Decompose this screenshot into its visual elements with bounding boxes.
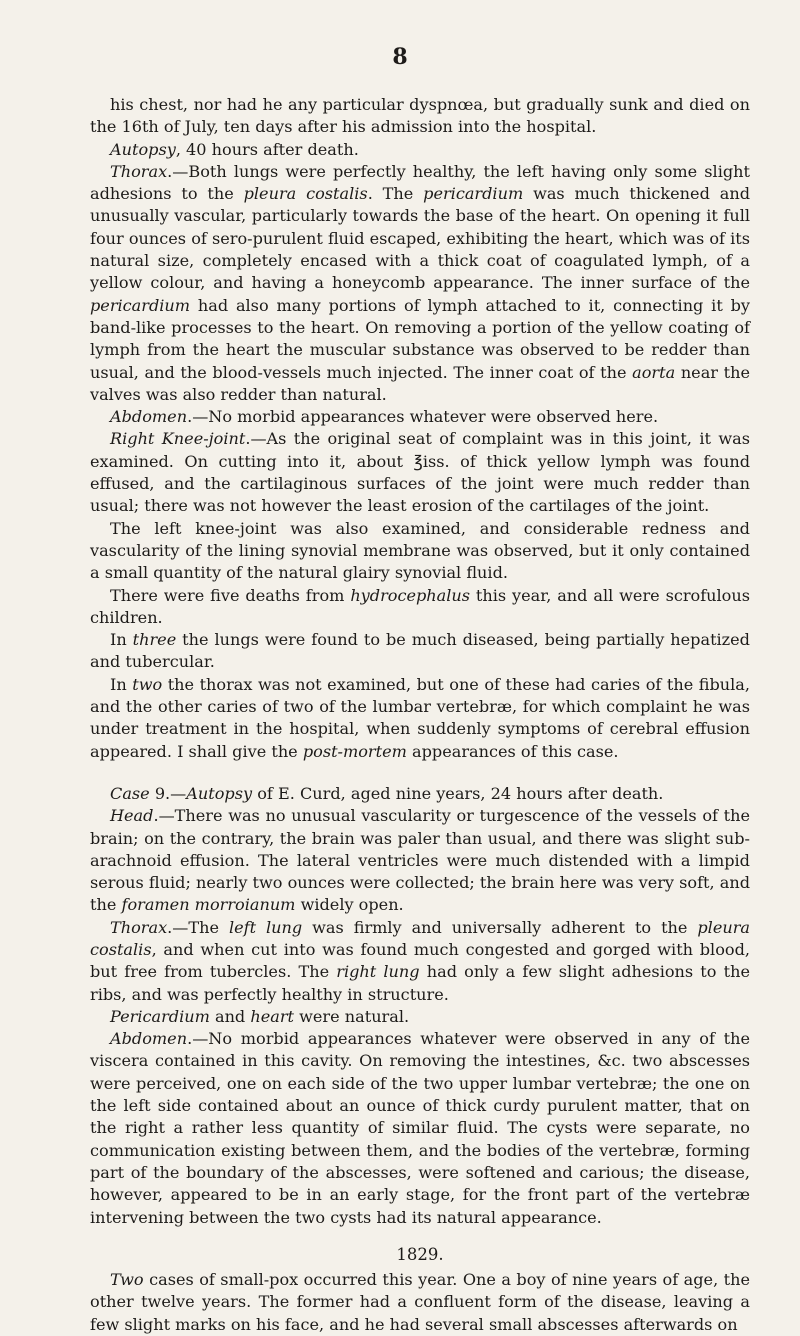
text-run: In xyxy=(110,630,133,650)
italic-run: Head xyxy=(110,806,154,826)
text-run: near the valves was also redder than natural. xyxy=(90,362,750,404)
text-run: appearances of this case. xyxy=(406,741,619,761)
italic-run: pleura costalis xyxy=(243,184,368,204)
text-run: had only a few slight adhesions to the ribs, and was perfectly healthy in structure. xyxy=(90,962,750,1004)
italic-run: pericardium xyxy=(423,184,524,204)
italic-run: left lung xyxy=(228,917,303,937)
paragraph xyxy=(90,1028,750,1229)
text-run: In xyxy=(110,674,133,694)
text-run: this year, and all were scrofulous children. xyxy=(90,585,751,627)
text-run: the lungs were found to be much diseased, being partially hepatized and tubercular. xyxy=(90,630,750,672)
italic-run: two xyxy=(132,674,163,694)
italic-run: Abdomen xyxy=(110,407,188,427)
text-run: the thorax was not examined, but one of these had caries of the fibula, and the other caries of two of the lumbar vertebræ, for which complaint he was under treatment in the hospital, when suddenly symptoms of cerebral effusion appeared. I shall give the xyxy=(90,674,750,761)
paragraph xyxy=(90,585,750,630)
body-text xyxy=(90,94,750,1336)
text-run: .—No morbid appearances whatever were observed here. xyxy=(187,407,659,427)
text-run: and xyxy=(209,1006,251,1026)
italic-run: Thorax xyxy=(110,161,168,181)
italic-run: aorta xyxy=(632,362,676,382)
italic-run: pleura costalis xyxy=(90,917,751,959)
text-run: .—There was no unusual vascularity or turgescence of the vessels of the brain; on the contrary, the brain was paler than usual, and there was slight sub-arachnoid effusion. The lateral ventricles were much distended with a limpid serous fluid; nearly two ounces were collected; the brain here was very soft, and the xyxy=(90,806,750,915)
page-number: 8 xyxy=(392,44,408,70)
text-run: The left knee-joint was also examined, and considerable redness and vascularity of the lining synovial membrane was observed, but it only contained a small quantity of the natural glairy synovial fluid. xyxy=(90,518,750,583)
paragraph xyxy=(90,518,750,585)
paragraph xyxy=(90,1006,750,1028)
paragraph xyxy=(90,94,750,139)
text-run: .—The xyxy=(167,917,229,937)
italic-run: Thorax xyxy=(110,917,168,937)
paragraph xyxy=(90,805,750,916)
italic-run: foramen morroianum xyxy=(121,895,296,915)
italic-run: Right Knee-joint xyxy=(110,429,246,449)
text-run: 1829. xyxy=(396,1244,444,1264)
paragraph xyxy=(90,783,750,805)
text-run: his chest, nor had he any particular dyspnœa, but gradually sunk and died on the 16th of July, ten days after his admission into the hospital. xyxy=(90,95,750,137)
text-run: was much thickened and unusually vascular, particularly towards the base of the heart. On opening it full four ounces of sero-purulent fluid escaped, exhibiting the heart, which was of its natural size, completely encased with a thick coat of coagulated lymph, of a yellow colour, and having a honeycomb appearance. The inner surface of the xyxy=(90,184,750,293)
italic-run: post-mortem xyxy=(302,741,407,761)
paragraph xyxy=(90,406,750,428)
italic-run: Pericardium xyxy=(110,1006,210,1026)
text-run: , and when cut into was found much congested and gorged with blood, but free from tubercles. The xyxy=(90,939,750,982)
italic-run: heart xyxy=(250,1006,295,1026)
text-run: There were five deaths from xyxy=(110,585,351,605)
paragraph xyxy=(90,629,750,674)
italic-run: Abdomen xyxy=(110,1029,188,1049)
paragraph xyxy=(90,674,750,763)
paragraph xyxy=(90,161,750,406)
paragraph xyxy=(90,1269,750,1336)
italic-run: three xyxy=(132,630,177,650)
text-run: was firmly and universally adherent to the xyxy=(302,917,698,937)
text-run: widely open. xyxy=(295,895,404,915)
text-run: cases of small-pox occurred this year. One a boy of nine years of age, the other twelve years. The former had a confluent form of the disease, leaving a few slight marks on his face, and he had several small abscesses afterwards on xyxy=(90,1270,750,1334)
italic-run: pericardium xyxy=(90,295,191,315)
italic-run: right lung xyxy=(336,962,420,982)
paragraph xyxy=(90,917,750,1006)
text-run: .—Both lungs were perfectly healthy, the left having only some slight adhesions to the xyxy=(90,161,750,204)
text-run: .—No morbid appearances whatever were observed in any of the viscera contained in this cavity. On removing the intestines, &c. two abscesses were perceived, one on each side of the two upper lumbar vertebræ; the one on the left side contained about an ounce of thick curdy purulent matter, that on the right a rather less quantity of similar fluid. The cysts were separate, no communication existing between them, and the bodies of the vertebræ, forming part of the boundary of the abscesses, were softened and carious; the disease, however, appeared to be in an early stage, for the front part of the vertebræ intervening between the two cysts had its natural appearance. xyxy=(90,1029,750,1227)
paragraph xyxy=(90,139,750,161)
text-run: of E. Curd, aged nine years, 24 hours after death. xyxy=(252,783,664,803)
text-run: were natural. xyxy=(294,1006,410,1026)
text-run: , 40 hours after death. xyxy=(175,139,359,159)
italic-run: Two xyxy=(110,1270,144,1290)
text-run: . The xyxy=(367,184,424,204)
paragraph xyxy=(90,428,750,517)
italic-run: Case xyxy=(110,783,150,803)
italic-run: Autopsy xyxy=(110,139,176,159)
italic-run: Autopsy xyxy=(186,783,253,803)
text-run: .—As the original seat of complaint was in this joint, it was examined. On cutting into it, about ℥iss. of thick yellow lymph was found effused, and the cartilaginous surfaces of the joint were much redder than usual; there was not however the least erosion of the cartilages of the joint. xyxy=(90,429,750,516)
text-run: 9.— xyxy=(149,783,187,803)
section-year-heading xyxy=(90,1244,750,1266)
italic-run: hydrocephalus xyxy=(350,585,471,605)
text-run: had also many portions of lymph attached to it, connecting it by band-like processes to the heart. On removing a portion of the yellow coating of lymph from the heart the muscular substance was observed to be redder than usual, and the blood-vessels much injected. The inner coat of the xyxy=(90,295,750,382)
